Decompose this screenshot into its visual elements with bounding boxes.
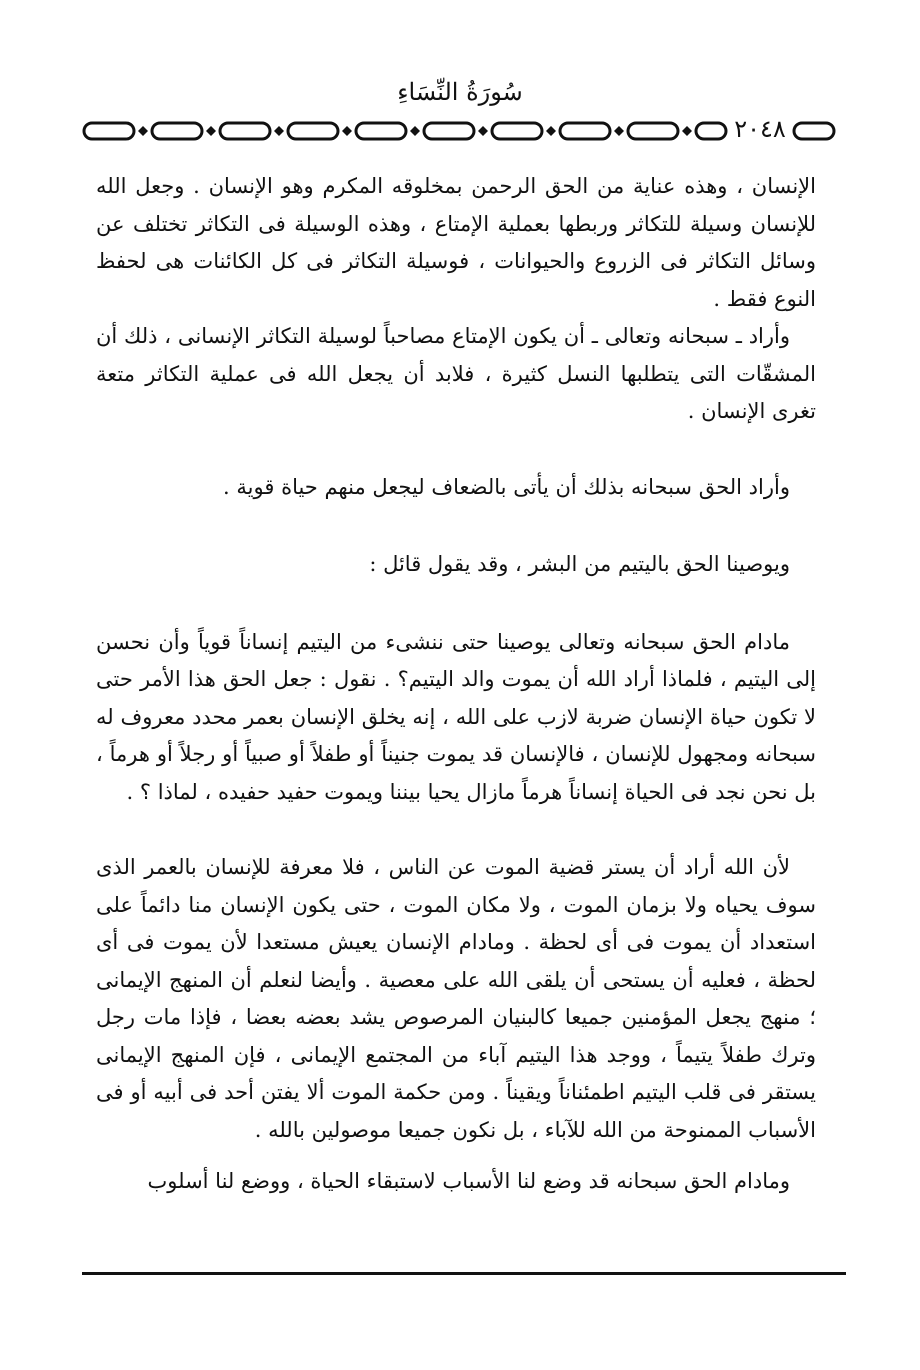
paragraph: وأراد ـ سبحانه وتعالى ـ أن يكون الإمتاع مصاحباً لوسيلة التكاثر الإنسانى ، ذلك أن المشقّات التى يتطلبها النسل كثيرة ، فلابد أن يجعل الله فى عملية التكاثر متعة تغرى الإنسان . bbox=[96, 324, 816, 423]
bottom-rule bbox=[82, 1272, 846, 1275]
paragraph: وأراد الحق سبحانه بذلك أن يأتى بالضعاف ليجعل منهم حياة قوية . bbox=[223, 474, 790, 499]
paragraph: مادام الحق سبحانه وتعالى يوصينا حتى ننشىء من اليتيم إنساناً قوياً وأن نحسن إلى اليتيم ، فلماذا أراد الله أن يموت والد اليتيم؟ . نقول : جعل الحق هذا الأمر حتى لا تكون حياة الإنسان ضربة لازب على الله ، إنه يخلق الإنسان بعمر محدد معروف له سبحانه ومجهول للإنسان ، فالإنسان قد يموت جنيناً أو طفلاً أو صبياً أو رجلاً أو هرماً ، بل نحن نجد فى الحياة إنساناً هرماً مازال يحيا بيننا ويموت حفيد حفيده ، لماذا ؟ . bbox=[96, 629, 816, 804]
paragraph: لأن الله أراد أن يستر قضية الموت عن الناس ، فلا معرفة للإنسان بالعمر الذى سوف يحياه ولا بزمان الموت ، ولا مكان الموت ، حتى يكون الإنسان منا دائماً على استعداد أن يموت فى أى لحظة . ومادام الإنسان يعيش مستعدا لأن يموت فى أى لحظة ، فعليه أن يستحى أن يلقى الله على معصية . وأيضا لنعلم أن المنهج الإيمانى ؛ منهج يجعل المؤمنين جميعا كالبنيان المرصوص يشد بعضه بعضا ، فإذا مات رجل وترك طفلاً يتيماً ، ووجد هذا اليتيم آباء من المجتمع الإيمانى ، فإن المنهج الإيمانى يستقر فى قلب اليتيم اطمئناناً ويقيناً . ومن حكمة الموت ألا يفتن أحد فى أبيه أو فى الأسباب الممنوحة من الله للآباء ، بل نكون جميعا موصولين بالله . bbox=[96, 855, 816, 1142]
paragraph: الإنسان ، وهذه عناية من الحق الرحمن بمخلوقه المكرم وهو الإنسان . وجعل الله للإنسان وسيلة للتكاثر وربطها بعملية الإمتاع ، وهذه الوسيلة فى التكاثر تختلف عن وسائل التكاثر فى الزروع والحيوانات ، فوسيلة التكاثر فى كل الكائنات هى لحفظ النوع فقط . bbox=[96, 174, 816, 311]
paragraph: ويوصينا الحق باليتيم من البشر ، وقد يقول قائل : bbox=[369, 552, 790, 576]
page-number: ٢٠٤٨ bbox=[730, 114, 790, 144]
paragraph: ومادام الحق سبحانه قد وضع لنا الأسباب لاستبقاء الحياة ، ووضع لنا أسلوب bbox=[147, 1169, 790, 1193]
surah-title: سُورَةُ النِّسَاءِ bbox=[397, 78, 523, 106]
body-text bbox=[96, 168, 816, 1201]
ornamental-border bbox=[80, 118, 840, 144]
